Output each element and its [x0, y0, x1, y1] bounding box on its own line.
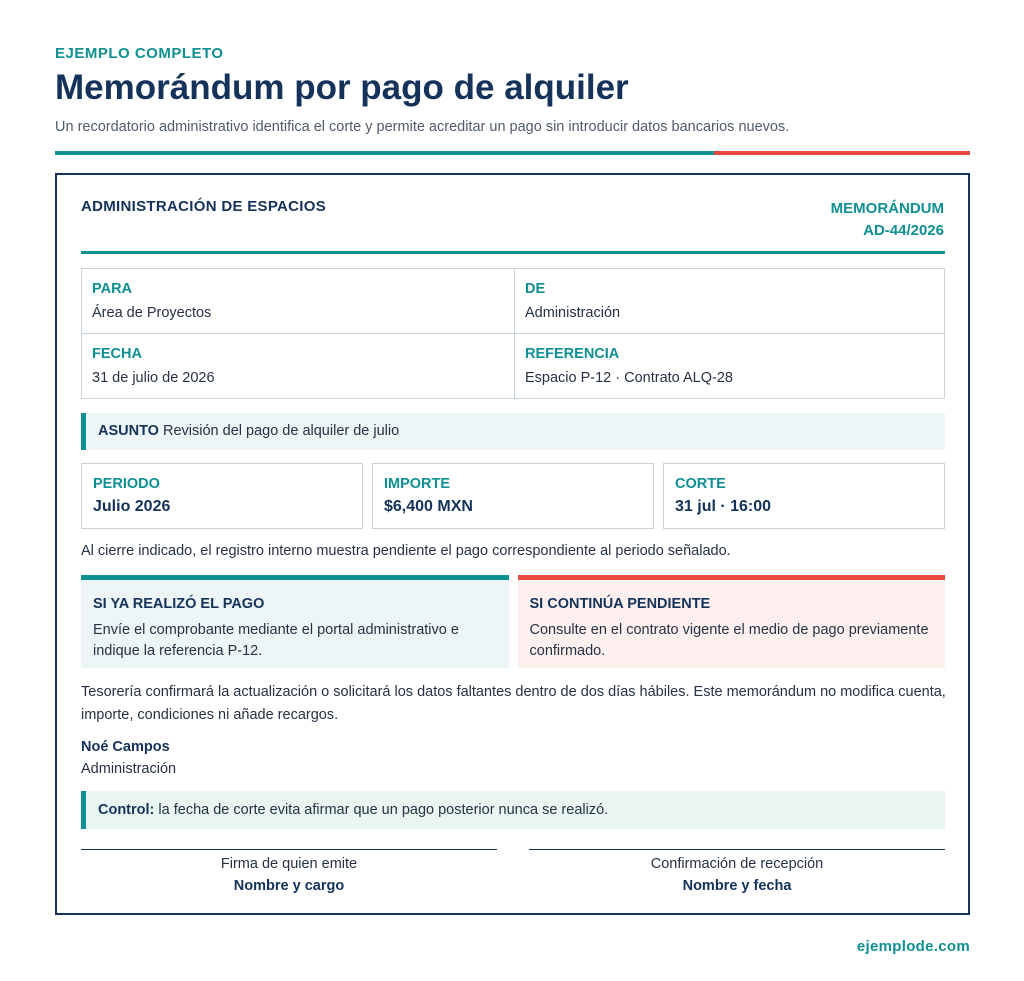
action-boxes: [81, 575, 945, 668]
fact-label: PERIODO: [93, 476, 160, 492]
control-text: la fecha de corte evita afirmar que un pago posterior nunca se realizó.: [158, 802, 609, 818]
signature-caption: Firma de quien emite: [220, 856, 358, 872]
subject-label: ASUNTO: [98, 423, 159, 439]
memo-card: [55, 173, 970, 915]
subject-text: Revisión del pago de alquiler de julio: [163, 423, 400, 439]
meta-reference-value: Espacio P-12 · Contrato ALQ-28: [525, 370, 733, 386]
memo-number: AD-44/2026: [863, 222, 944, 239]
meta-to: [82, 269, 514, 333]
meta-to-label: PARA: [92, 281, 133, 297]
meta-to-value: Área de Proyectos: [92, 305, 212, 321]
subject-bar: [81, 413, 945, 450]
control-label: Control:: [98, 802, 155, 818]
page-title: Memorándum por pago de alquiler: [55, 68, 629, 107]
meta-date-label: FECHA: [92, 346, 142, 362]
memo-type: MEMORÁNDUM: [830, 200, 944, 217]
paid-box-text: Envíe el comprobante mediante el portal administrativo e indique la referencia P-12.: [93, 622, 459, 659]
control-note: [81, 791, 945, 829]
signature-subcaption: Nombre y cargo: [233, 878, 345, 894]
fact-label: IMPORTE: [384, 476, 451, 492]
pending-box: [518, 575, 946, 668]
header-divider: [81, 251, 945, 254]
accent-rule-teal: [55, 151, 714, 155]
signature-receiver: [529, 849, 945, 894]
signature-caption: Confirmación de recepción: [650, 856, 824, 872]
brand-link[interactable]: ejemplode.com: [856, 938, 970, 955]
signer-name: Noé Campos: [81, 739, 170, 755]
fact-period: [81, 463, 363, 529]
paid-box-title: SI YA REALIZÓ EL PAGO: [93, 596, 265, 612]
meta-from-label: DE: [525, 281, 546, 297]
memo-id-block: [831, 198, 944, 242]
organization-name: ADMINISTRACIÓN DE ESPACIOS: [81, 198, 327, 215]
meta-date: [82, 333, 514, 398]
meta-reference-label: REFERENCIA: [525, 346, 620, 362]
fact-cutoff: [663, 463, 945, 529]
fact-value: 31 jul · 16:00: [675, 498, 772, 515]
facts-row: [81, 463, 945, 529]
intro-paragraph: Al cierre indicado, el registro interno muestra pendiente el pago correspondiente al periodo señalado.: [81, 543, 731, 559]
signer-role: Administración: [81, 761, 177, 777]
signature-issuer: [81, 849, 497, 894]
fact-value: Julio 2026: [93, 498, 171, 515]
meta-from-value: Administración: [525, 305, 621, 321]
meta-reference: [514, 333, 944, 398]
accent-rule-red: [714, 151, 970, 155]
pending-box-text: Consulte en el contrato vigente el medio de pago previamente confirmado.: [529, 622, 929, 659]
meta-grid: [81, 268, 945, 399]
fact-value: $6,400 MXN: [384, 498, 473, 515]
meta-from: [514, 269, 944, 333]
signature-subcaption: Nombre y fecha: [682, 878, 792, 894]
kicker: EJEMPLO COMPLETO: [55, 45, 224, 62]
fact-label: CORTE: [675, 476, 726, 492]
fact-amount: [372, 463, 654, 529]
pending-box-title: SI CONTINÚA PENDIENTE: [529, 596, 711, 612]
closing-paragraph: Tesorería confirmará la actualización o solicitará los datos faltantes dentro de dos días hábiles. Este memorándum no modifica cuenta, importe, condiciones ni añade recargos.: [81, 684, 946, 723]
page-subtitle: Un recordatorio administrativo identifica el corte y permite acreditar un pago sin introducir datos bancarios nuevos.: [55, 119, 790, 135]
meta-date-value: 31 de julio de 2026: [92, 370, 215, 386]
paid-box: [81, 575, 509, 668]
accent-rule: [55, 151, 970, 155]
